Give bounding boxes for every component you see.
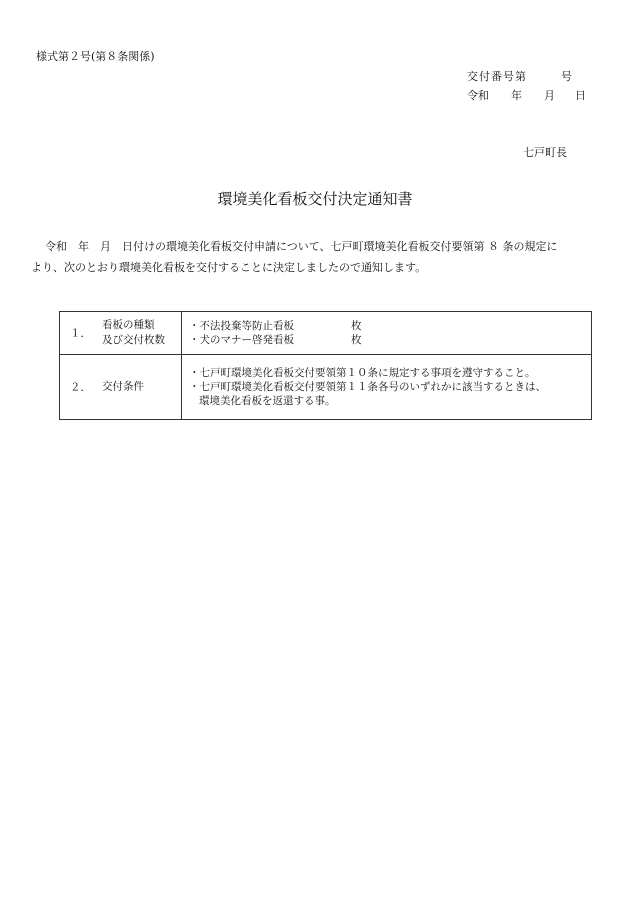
date-day: 日 bbox=[575, 89, 586, 102]
condition-item: ・七戸町環境美化看板交付要領第１１条各号のいずれかに該当するときは、 bbox=[189, 381, 546, 393]
row-label bbox=[102, 318, 165, 348]
date-era: 令和 bbox=[467, 89, 489, 102]
condition-item: ・七戸町環境美化看板交付要領第１０条に規定する事項を遵守すること。 bbox=[189, 367, 536, 379]
issue-date bbox=[467, 87, 586, 103]
body-line-1: 令和 年 月 日付けの環境美化看板交付申請について、七戸町環境美化看板交付要領第 ８ 条の規定に bbox=[45, 240, 558, 253]
row-detail-cell bbox=[182, 312, 592, 355]
row-label-line: 交付条件 bbox=[102, 380, 144, 393]
row-label-line: 及び交付枚数 bbox=[102, 334, 165, 346]
sign-count-unit: 枚 bbox=[351, 334, 362, 346]
row-label bbox=[102, 380, 144, 395]
body-paragraph bbox=[31, 236, 601, 278]
issue-number-suffix: 号 bbox=[561, 70, 573, 83]
row-label-line: 看板の種類 bbox=[102, 319, 155, 331]
sign-count-unit: 枚 bbox=[351, 320, 362, 332]
issue-number-prefix: 交付番号第 bbox=[467, 70, 527, 83]
form-number: 様式第２号(第８条関係) bbox=[36, 50, 155, 63]
row-label-cell bbox=[60, 312, 182, 355]
row-detail-cell bbox=[182, 355, 592, 420]
issuer-name: 七戸町長 bbox=[523, 146, 567, 159]
table-row bbox=[60, 355, 592, 420]
row-number: １． bbox=[70, 327, 91, 340]
issue-number bbox=[467, 68, 573, 84]
row-number: ２． bbox=[70, 381, 91, 394]
row-label-cell bbox=[60, 355, 182, 420]
sign-type-name: ・不法投棄等防止看板 bbox=[189, 320, 294, 332]
document-title: 環境美化看板交付決定通知書 bbox=[217, 190, 413, 208]
condition-item-continued: 環境美化看板を返還する事。 bbox=[199, 395, 336, 407]
conditions-table bbox=[59, 311, 592, 420]
sign-type-name: ・犬のマナー啓発看板 bbox=[189, 334, 294, 346]
date-year: 年 bbox=[511, 89, 522, 102]
sign-type-item bbox=[189, 333, 591, 347]
date-month: 月 bbox=[544, 89, 555, 102]
table-row bbox=[60, 312, 592, 355]
body-line-2: より、次のとおり環境美化看板を交付することに決定しましたので通知します。 bbox=[31, 261, 427, 274]
sign-type-item bbox=[189, 319, 591, 333]
